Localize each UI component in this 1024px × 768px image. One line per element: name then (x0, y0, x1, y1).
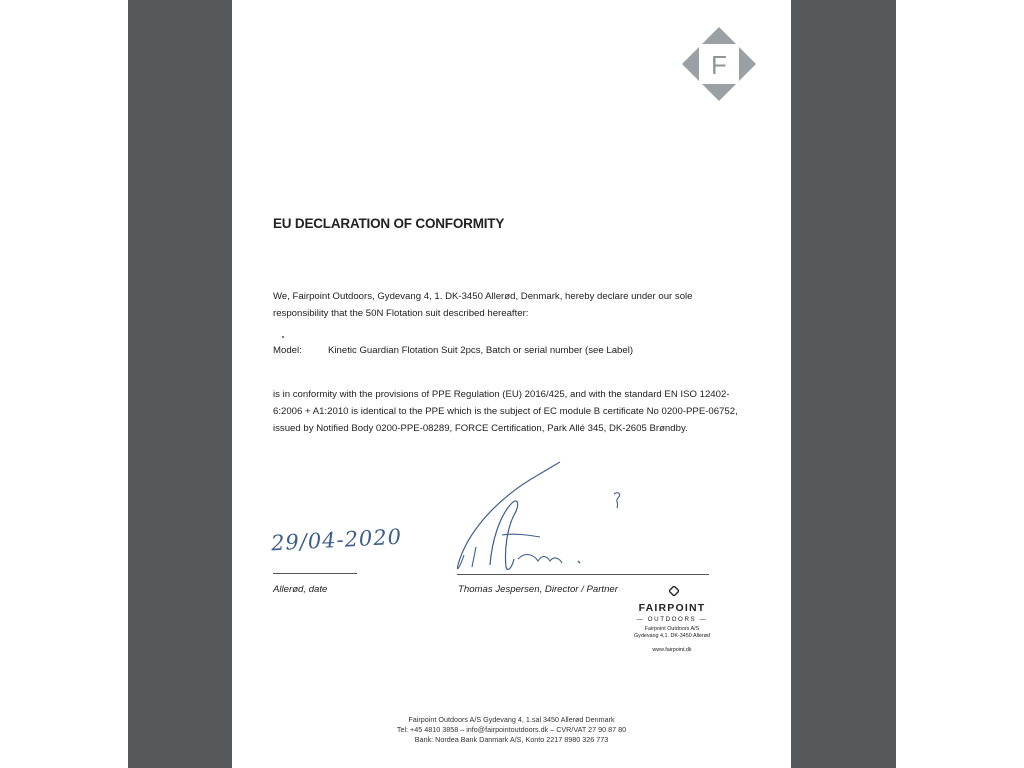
signature-caption: Thomas Jespersen, Director / Partner (458, 584, 618, 595)
document-page (232, 0, 791, 768)
document-title: EU DECLARATION OF CONFORMITY (273, 216, 505, 231)
stamp-company: Fairpoint Outdoors A/S (644, 626, 700, 632)
handwritten-signature-icon (454, 455, 654, 585)
handwritten-initial-icon (610, 490, 624, 510)
signature-line (457, 574, 709, 575)
left-gray-band (128, 0, 232, 768)
model-value: Kinetic Guardian Flotation Suit 2pcs, Batch or serial number (see Label) (328, 345, 634, 356)
conformity-paragraph (273, 386, 738, 437)
footer-bank: Bank: Nordea Bank Danmark A/S, Konto 2217 8980 326 773 (414, 735, 609, 744)
footer-contact: Tel: +45 4810 3858 – info@fairpointoutdoors.dk – CVR/VAT 27 90 87 80 (396, 725, 627, 734)
stamp-subtitle: — OUTDOORS — (636, 616, 708, 623)
stamp-address: Gydevang 4,1. DK-3450 Allerød (633, 633, 711, 639)
date-signature-line (273, 573, 357, 574)
right-gray-band (791, 0, 896, 768)
stamp-brand: FAIRPOINT (638, 602, 706, 614)
fairpoint-f-logo-icon (680, 25, 758, 103)
stamp-diamond-icon (669, 586, 679, 596)
conformity-line: 6:2006 + A1:2010 is identical to the PPE which is the subject of EC module B certificate No 0200-PPE-06752, (273, 406, 738, 417)
model-label: Model: (273, 345, 302, 356)
footer-address: Fairpoint Outdoors A/S Gydevang 4, 1.sal 3450 Allerød Denmark (408, 715, 615, 724)
handwritten-date: 29/04-2020 (270, 524, 403, 556)
intro-line: responsibility that the 50N Flotation suit described hereafter: (273, 308, 529, 319)
conformity-line: is in conformity with the provisions of PPE Regulation (EU) 2016/425, and with the standard EN ISO 12402- (273, 389, 730, 400)
intro-line: We, Fairpoint Outdoors, Gydevang 4, 1. DK-3450 Allerød, Denmark, hereby declare under our sole (273, 291, 693, 302)
svg-text:F: F (711, 50, 727, 80)
date-caption: Allerød, date (273, 584, 328, 595)
stray-mark (282, 336, 284, 338)
conformity-line: issued by Notified Body 0200-PPE-08289, FORCE Certification, Park Allé 345, DK-2605 Brøndby. (273, 423, 688, 434)
stamp-website: www.fairpoint.dk (652, 647, 692, 653)
intro-paragraph (273, 288, 693, 322)
